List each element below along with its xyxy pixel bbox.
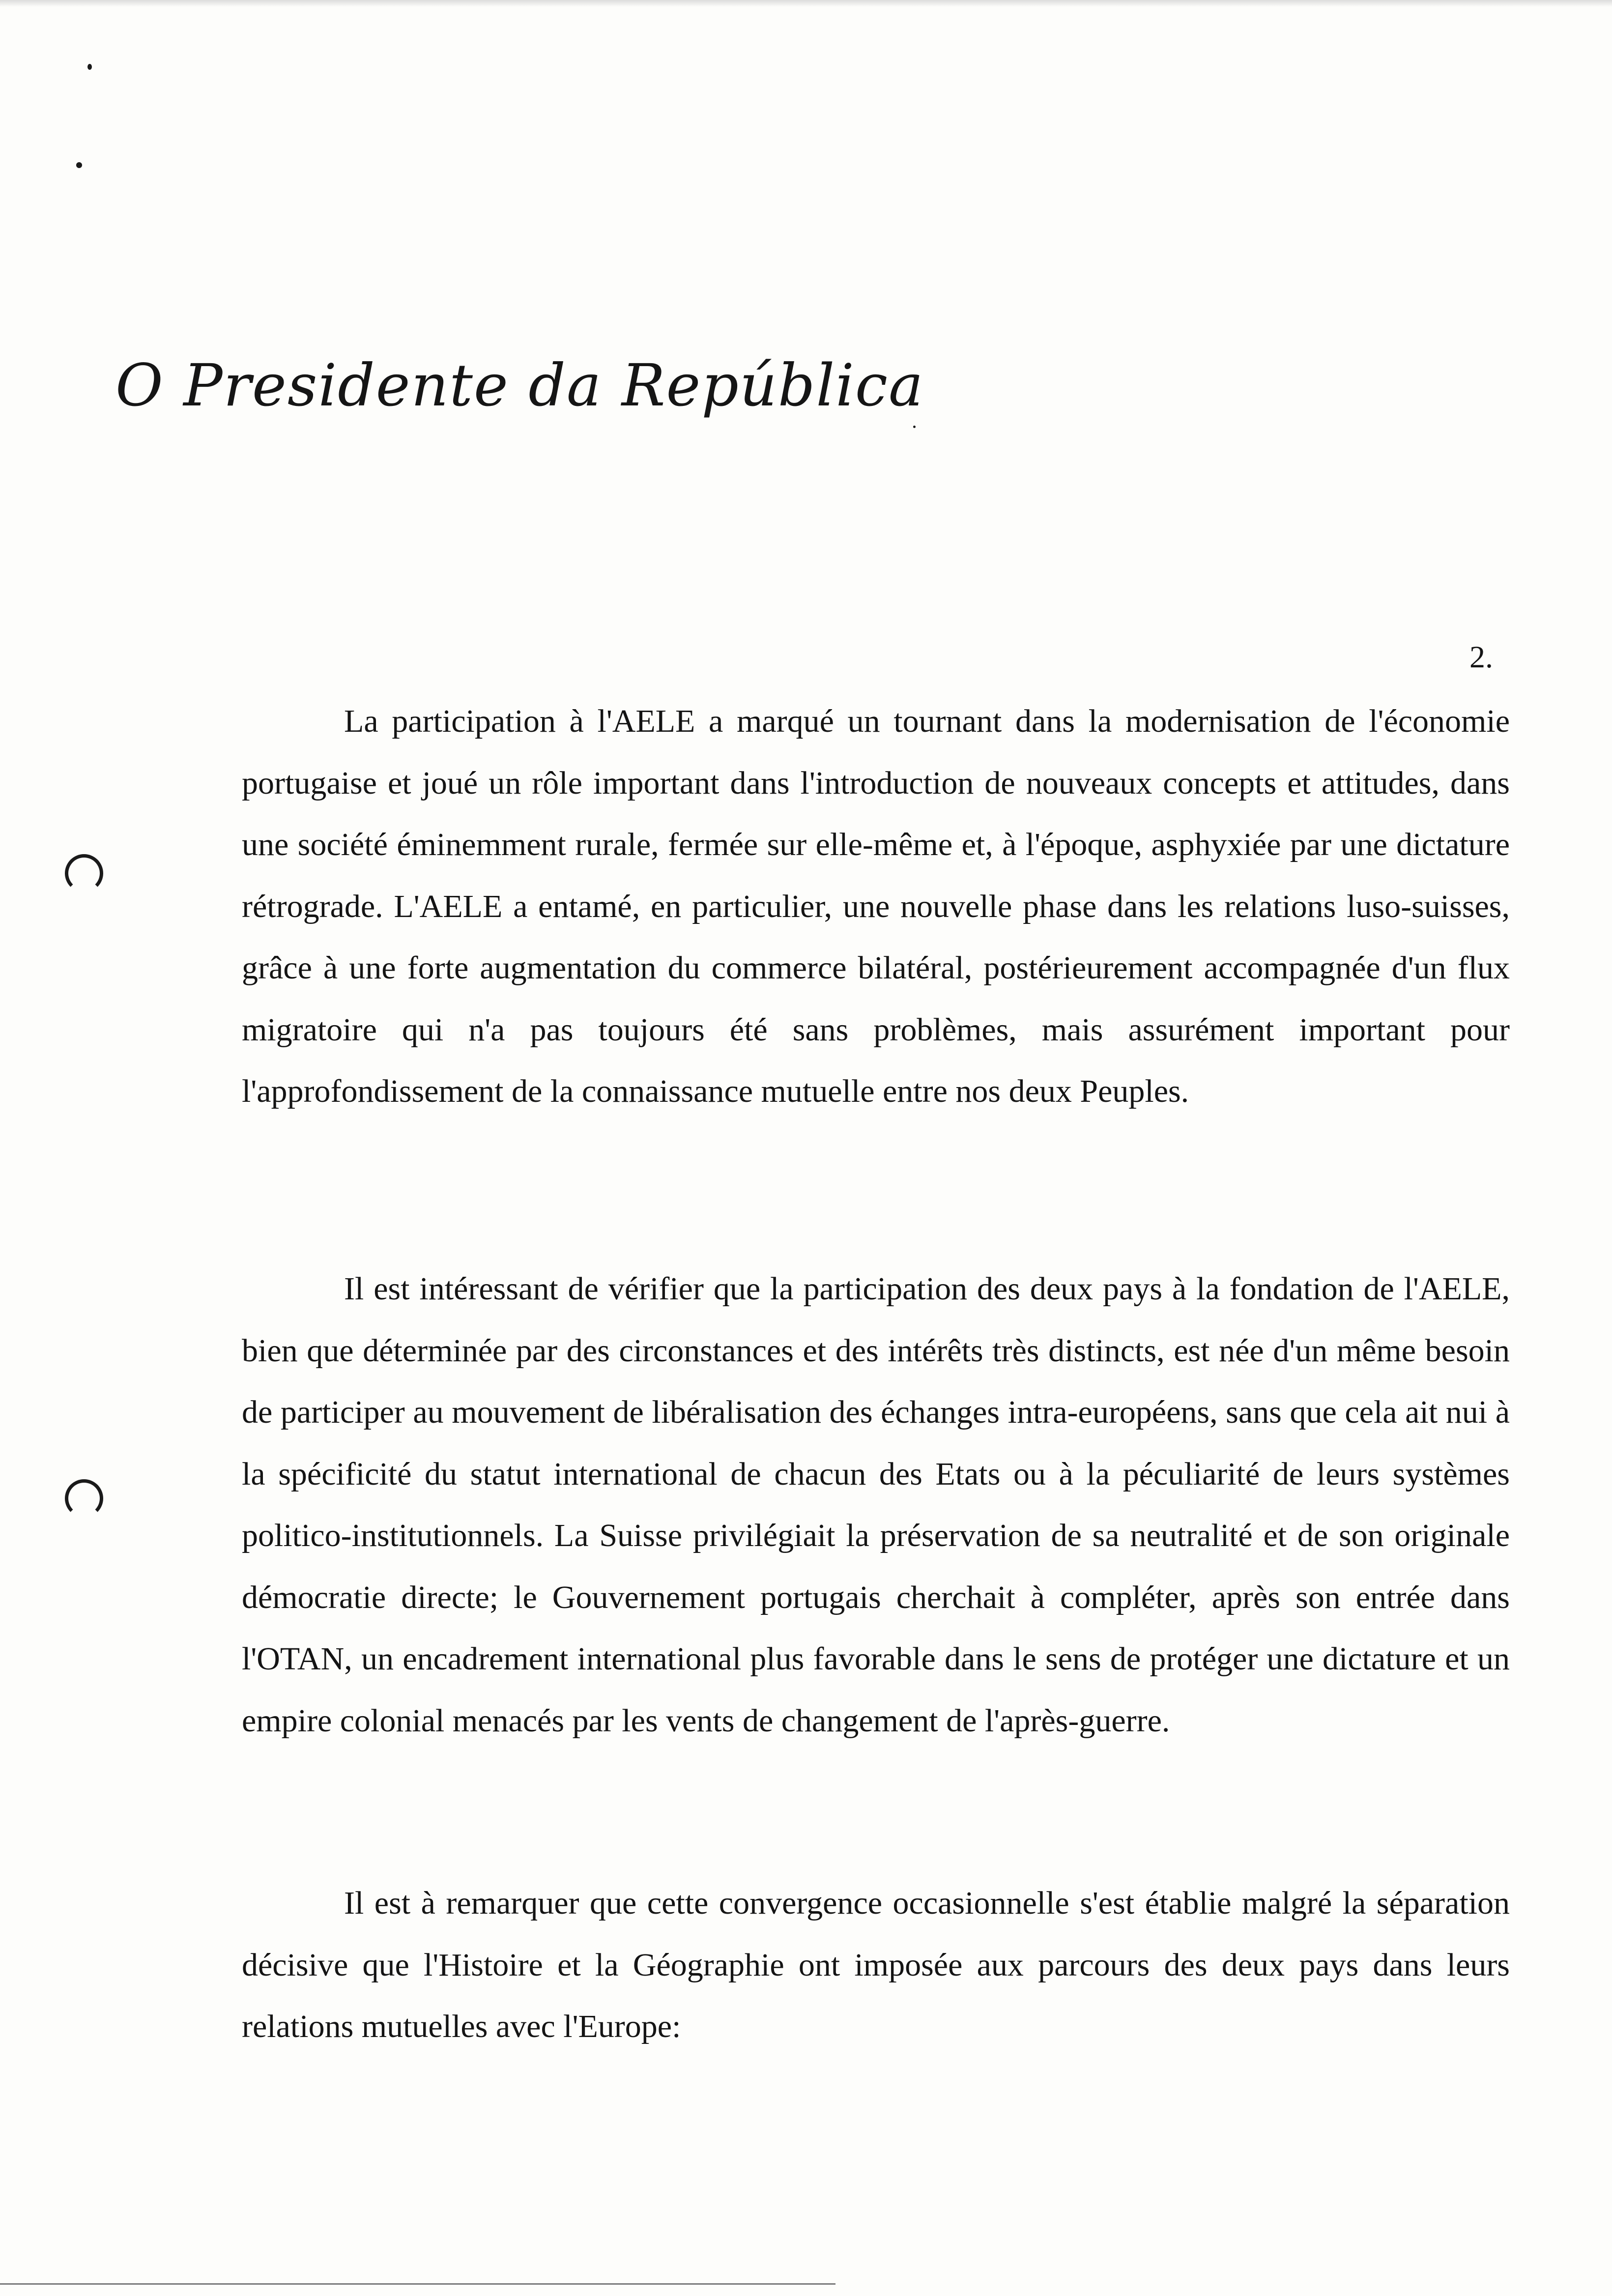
scan-speck: [87, 64, 92, 70]
letterhead: O Presidente da República: [115, 351, 924, 419]
paragraph: La participation à l'AELE a marqué un tournant dans la modernisation de l'économie portugaise et joué un rôle important dans l'introduction de nouveaux concepts et attitudes, dans une société éminemment rurale, fermée sur elle-même et, à l'époque, asphyxiée par une dictature rétrograde. L'AELE a entamé, en particulier, une nouvelle phase dans les relations luso-suisses, grâce à une forte augmentation du commerce bilatéral, postérieurement accompagnée d'un flux migratoire qui n'a pas toujours été sans problèmes, mais assurément important pour l'approfondissement de la connaissance mutuelle entre nos deux Peuples.: [242, 703, 1510, 1109]
page-number: 2.: [1469, 639, 1493, 674]
scan-speck: [913, 426, 916, 428]
paragraph: Il est à remarquer que cette convergence occasionnelle s'est établie malgré la séparation décisive que l'Histoire et la Géographie ont imposée aux parcours des deux pays dans leurs relations mutuelles avec l'Europe:: [242, 1885, 1510, 2044]
scan-top-edge: [0, 0, 1612, 7]
paragraph: Il est intéressant de vérifier que la participation des deux pays à la fondation de l'AELE, bien que déterminée par des circonstances et des intérêts très distincts, est née d'un même besoin de participer au mouvement de libéralisation des échanges intra-européens, sans que cela ait nui à la spécificité du statut international de chacun des Etats ou à la péculiarité de leurs systèmes politico-institutionnels. La Suisse privilégiait la préservation de sa neutralité et de son originale démocratie directe; le Gouvernement portugais cherchait à compléter, après son entrée dans l'OTAN, un encadrement international plus favorable dans le sens de protéger une dictature et un empire colonial menacés par les vents de changement de l'après-guerre.: [242, 1271, 1510, 1739]
punch-hole-icon: [65, 1479, 103, 1518]
scan-speck: [76, 162, 82, 168]
punch-hole-icon: [65, 854, 103, 892]
scan-bottom-rule: [0, 2283, 835, 2285]
